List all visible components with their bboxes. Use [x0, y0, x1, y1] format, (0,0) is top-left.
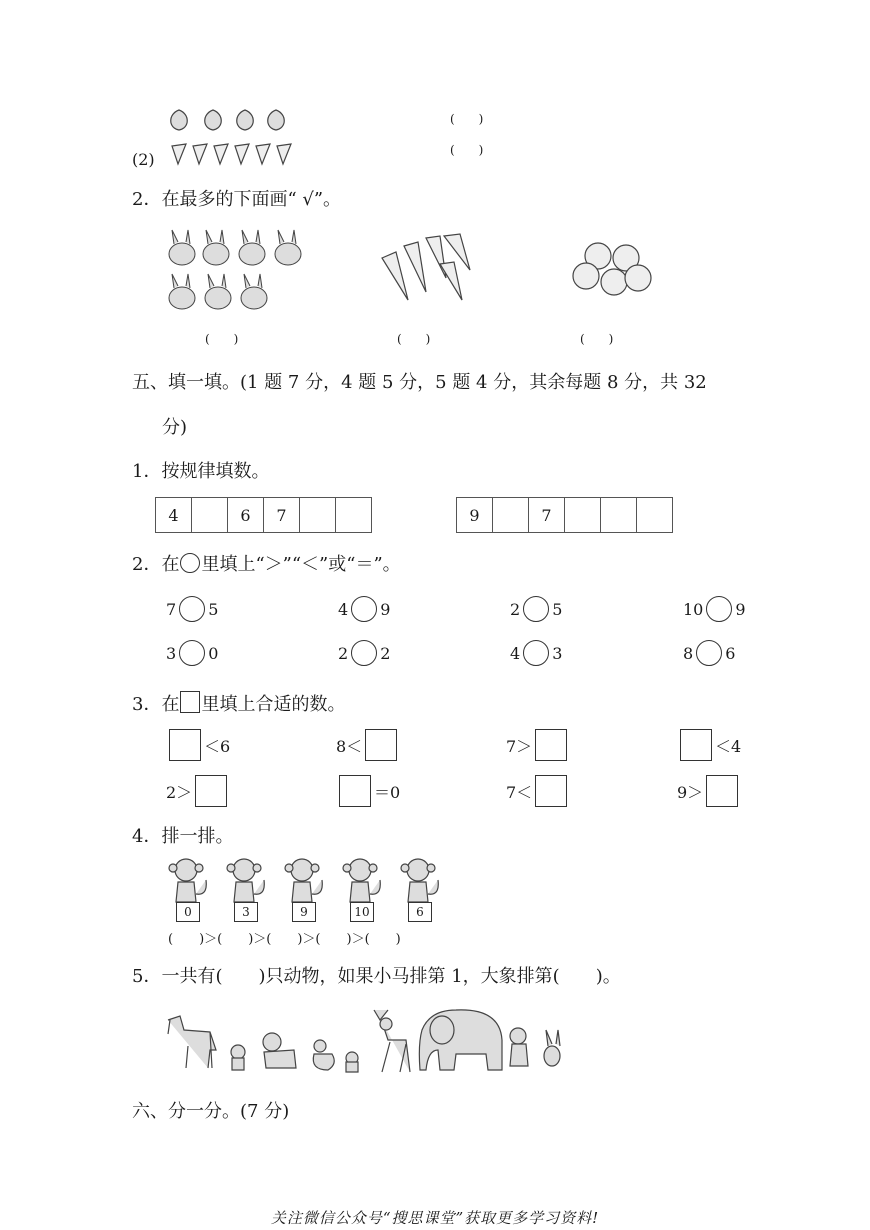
fill-box[interactable]: [339, 775, 371, 807]
compare-circle[interactable]: [179, 640, 205, 666]
compare-right: 2: [380, 643, 391, 663]
carrot-icon: [378, 230, 478, 310]
question-5-2-prefix: 2．在: [132, 554, 180, 575]
section-5-title-cont: 分): [162, 417, 188, 438]
apple-icon: [570, 238, 655, 298]
answer-paren-peach[interactable]: ( ): [450, 112, 484, 126]
compare-item: [510, 640, 562, 666]
answer-paren-rabbit[interactable]: ( ): [205, 332, 239, 346]
compare-left: 10: [683, 599, 704, 619]
compare-right: 5: [552, 599, 563, 619]
fill-pre: 9＞: [677, 782, 704, 802]
fill-box[interactable]: [535, 775, 567, 807]
compare-right: 3: [552, 643, 563, 663]
apple-group: [570, 238, 655, 302]
seq1-cell-blank[interactable]: [192, 498, 228, 532]
compare-left: 2: [510, 599, 521, 619]
compare-circle[interactable]: [351, 640, 377, 666]
sequence-grid-2: [456, 497, 673, 533]
fill-pre: 8＜: [336, 736, 363, 756]
question-5-4: 4．排一排。: [132, 826, 234, 847]
compare-right: 9: [380, 599, 391, 619]
question-5-3-prefix: 3．在: [132, 694, 180, 715]
seq2-cell-blank[interactable]: [565, 498, 601, 532]
fill-pre: 2＞: [166, 782, 193, 802]
fill-post: ＜4: [715, 736, 742, 756]
monkey-card: [164, 856, 212, 926]
monkey-icon: [222, 856, 270, 906]
compare-item: [683, 640, 735, 666]
seq2-cell: 7: [529, 498, 565, 532]
answer-paren-carrot[interactable]: ( ): [450, 143, 484, 157]
compare-left: 8: [683, 643, 694, 663]
animal-row: [160, 1000, 570, 1084]
fill-pre: 7＜: [506, 782, 533, 802]
answer-paren-apple[interactable]: ( ): [580, 332, 614, 346]
seq2-cell-blank[interactable]: [601, 498, 637, 532]
fill-box[interactable]: [195, 775, 227, 807]
carrot-icon-group: [168, 136, 296, 166]
fill-item: [506, 729, 570, 761]
monkey-icon: [280, 856, 328, 906]
fill-item: [336, 775, 400, 807]
seq1-cell: 6: [228, 498, 264, 532]
compare-circle[interactable]: [696, 640, 722, 666]
rabbit-icon: [164, 228, 309, 318]
fill-box[interactable]: [680, 729, 712, 761]
monkey-number: 3: [234, 902, 258, 922]
fill-item: [166, 775, 230, 807]
rabbit-group: [164, 228, 309, 322]
compare-item: [166, 596, 218, 622]
question-2-most: 2．在最多的下面画“ √”。: [132, 189, 342, 210]
compare-left: 2: [338, 643, 349, 663]
fill-item: [166, 729, 230, 761]
fill-post: ＜6: [204, 736, 231, 756]
seq2-cell-blank[interactable]: [493, 498, 529, 532]
fill-item: [336, 729, 400, 761]
monkey-icon: [396, 856, 444, 906]
fill-box[interactable]: [365, 729, 397, 761]
monkey-card: [338, 856, 386, 926]
square-icon: [180, 691, 200, 713]
answer-paren-carrot-most[interactable]: ( ): [397, 332, 431, 346]
compare-circle[interactable]: [706, 596, 732, 622]
compare-circle[interactable]: [351, 596, 377, 622]
fill-box[interactable]: [706, 775, 738, 807]
question-5-3: [132, 690, 345, 716]
section-6-title: 六、分一分。(7 分): [132, 1101, 290, 1122]
fill-pre: 7＞: [506, 736, 533, 756]
seq2-cell: 9: [457, 498, 493, 532]
compare-item: [166, 640, 218, 666]
compare-left: 4: [510, 643, 521, 663]
carrot-row-small: [168, 136, 296, 170]
monkey-icon: [338, 856, 386, 906]
sequence-grid-1: [155, 497, 372, 533]
seq1-cell: 7: [264, 498, 300, 532]
peach-row: [166, 104, 291, 136]
monkey-card: [280, 856, 328, 926]
compare-item: [510, 596, 562, 622]
question-5-1: 1．按规律填数。: [132, 461, 270, 482]
monkey-number: 10: [350, 902, 374, 922]
fill-box[interactable]: [535, 729, 567, 761]
question-5-5: 5．一共有( )只动物，如果小马排第 1，大象排第( )。: [132, 966, 621, 987]
compare-circle[interactable]: [179, 596, 205, 622]
compare-right: 9: [735, 599, 746, 619]
compare-item: [683, 596, 746, 622]
footer-note: 关注微信公众号“搜思课堂”获取更多学习资料!: [270, 1209, 600, 1227]
q2-label: (2): [132, 150, 155, 169]
monkey-number: 9: [292, 902, 316, 922]
compare-circle[interactable]: [523, 640, 549, 666]
animal-lineup-icon: [160, 1000, 570, 1080]
compare-left: 7: [166, 599, 177, 619]
monkey-card: [222, 856, 270, 926]
monkey-number: 0: [176, 902, 200, 922]
seq1-cell-blank[interactable]: [300, 498, 336, 532]
order-answer-line[interactable]: ( )＞( )＞( )＞( )＞( ): [168, 932, 401, 947]
question-5-3-suffix: 里填上合适的数。: [201, 694, 346, 715]
fill-post: ＝0: [374, 782, 401, 802]
monkey-card: [396, 856, 444, 926]
compare-circle[interactable]: [523, 596, 549, 622]
peach-icon-group: [166, 104, 291, 132]
circle-icon: [180, 553, 200, 573]
monkey-number: 6: [408, 902, 432, 922]
compare-left: 4: [338, 599, 349, 619]
compare-right: 6: [725, 643, 736, 663]
question-5-2: [132, 550, 401, 576]
fill-box[interactable]: [169, 729, 201, 761]
compare-right: 5: [208, 599, 219, 619]
question-5-2-suffix: 里填上“＞”“＜”或“＝”。: [201, 554, 401, 575]
compare-item: [338, 596, 390, 622]
section-5-title: 五、填一填。(1 题 7 分，4 题 5 分，5 题 4 分，其余每题 8 分，共 32: [132, 372, 707, 393]
compare-right: 0: [208, 643, 219, 663]
fill-item: [677, 775, 741, 807]
monkey-icon: [164, 856, 212, 906]
carrot-group: [378, 230, 478, 314]
fill-item: [506, 775, 570, 807]
seq1-cell-blank[interactable]: [336, 498, 371, 532]
seq1-cell: 4: [156, 498, 192, 532]
fill-item: [677, 729, 741, 761]
compare-item: [338, 640, 390, 666]
compare-left: 3: [166, 643, 177, 663]
seq2-cell-blank[interactable]: [637, 498, 672, 532]
